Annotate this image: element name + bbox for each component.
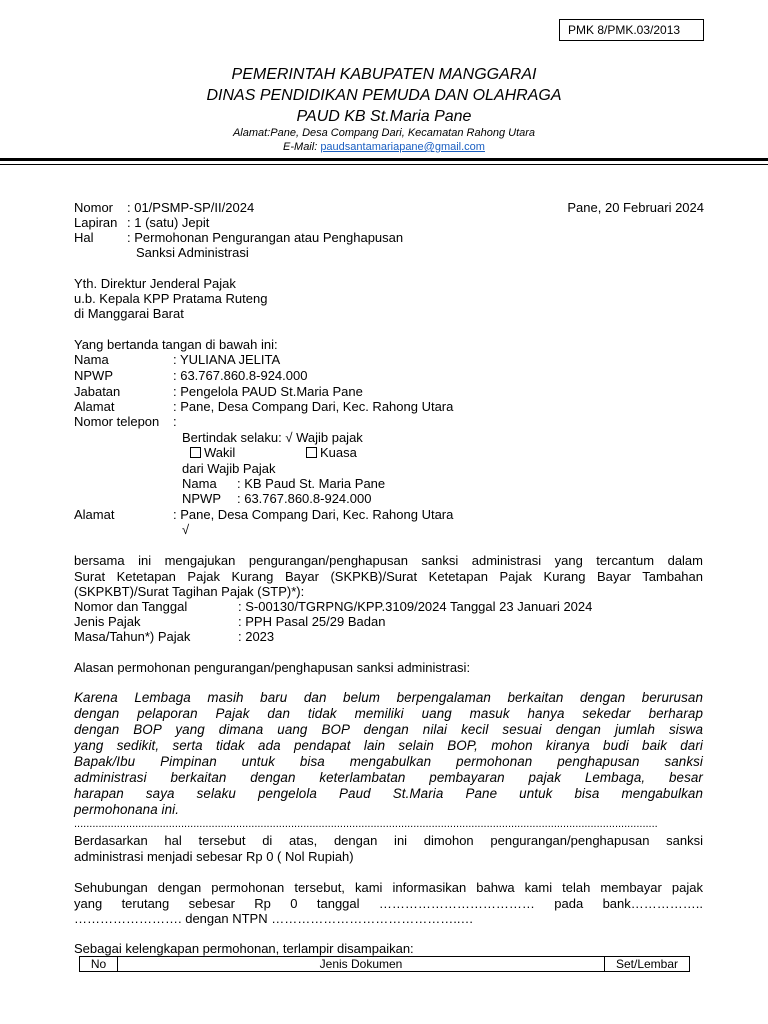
nomor-tanggal-label: Nomor dan Tanggal	[74, 599, 188, 614]
signer-jabatan-value: : Pengelola PAUD St.Maria Pane	[173, 384, 363, 399]
letterhead-department: DINAS PENDIDIKAN PEMUDA DAN OLAHRAGA	[206, 87, 562, 104]
signer-alamat-label: Alamat	[74, 399, 115, 414]
signer-alamat-value: : Pane, Desa Compang Dari, Kec. Rahong Utara	[173, 399, 454, 414]
nomor-value: : 01/PSMP-SP/II/2024	[127, 200, 255, 215]
jenis-pajak-value: : PPH Pasal 25/29 Badan	[238, 614, 386, 629]
column-header-set-lembar: Set/Lembar	[605, 957, 690, 972]
paragraph-2-line-2: administrasi menjadi sebesar Rp 0 ( Nol Rupiah)	[74, 849, 354, 864]
place-date: Pane, 20 Februari 2024	[567, 200, 704, 215]
signer-npwp-value: : 63.767.860.8-924.000	[173, 368, 308, 383]
hal-value: : Permohonan Pengurangan atau Penghapusan	[127, 230, 404, 245]
wp-nama-label: Nama	[182, 476, 217, 491]
email-label: E-Mail:	[283, 141, 321, 153]
paragraph-3-line-2: yang terutang sebesar Rp 0 tanggal ……………………………… pada bank……………..	[74, 896, 703, 911]
reason-line: Karena Lembaga masih baru dan belum berpengalaman berkaitan dengan berurusan	[74, 690, 703, 705]
signer-intro: Yang bertanda tangan di bawah ini:	[74, 337, 278, 352]
nomor-tanggal-value: : S-00130/TGRPNG/KPP.3109/2024 Tanggal 23 Januari 2024	[238, 599, 593, 614]
wakil-checkbox[interactable]	[190, 447, 201, 458]
letterhead-address: Alamat:Pane, Desa Compang Dari, Kecamatan Rahong Utara	[232, 127, 536, 139]
regulation-reference-box: PMK 8/PMK.03/2013	[559, 19, 704, 41]
reason-line: dengan BOP yang dimana uang BOP dengan nilai kecil sesuai dengan jumlah siswa	[74, 722, 703, 737]
email-link[interactable]: paudsantamariapane@gmail.com	[320, 141, 485, 153]
reason-last-line: permohonana ini.	[74, 802, 180, 817]
wp-nama-value: : KB Paud St. Maria Pane	[237, 476, 386, 491]
option-wakil[interactable]	[190, 445, 235, 460]
attachments-table	[79, 956, 690, 972]
signer-nama-value: : YULIANA JELITA	[173, 352, 281, 367]
recipient-line-3: di Manggarai Barat	[74, 306, 184, 321]
reason-line: harapan saya selaku pengelola Paud St.Maria Pane untuk bisa mengabulkan	[74, 786, 703, 801]
wp-alamat-value: : Pane, Desa Compang Dari, Kec. Rahong Utara	[173, 507, 454, 522]
lampiran-label: Lapiran	[74, 215, 118, 230]
letterhead-thin-rule	[0, 164, 768, 165]
column-header-jenis-dokumen: Jenis Dokumen	[118, 957, 605, 972]
wp-alamat-label: Alamat	[74, 507, 115, 522]
hal-label: Hal	[74, 230, 94, 245]
option-kuasa[interactable]	[306, 445, 357, 460]
recipient-line-1: Yth. Direktur Jenderal Pajak	[74, 276, 236, 291]
reason-line: dengan pelaporan Pajak dan tidak memiliki uang masuk hanya sekedar berharap	[74, 706, 703, 721]
wp-npwp-label: NPWP	[182, 491, 221, 506]
signer-telepon-value: :	[173, 414, 177, 429]
column-header-no: No	[80, 957, 118, 972]
dari-wajib-pajak: dari Wajib Pajak	[182, 461, 276, 476]
hal-value-continued: Sanksi Administrasi	[136, 245, 249, 260]
signer-nama-label: Nama	[74, 352, 109, 367]
reason-line: yang sedikit, serta tidak ada pendapat lain selain BOP, mohon kiranya budi baik dari	[74, 738, 703, 753]
jenis-pajak-label: Jenis Pajak	[74, 614, 141, 629]
dotted-line: ...............................................................................................................................................................................................	[74, 818, 658, 830]
paragraph-1-line-1: bersama ini mengajukan pengurangan/penghapusan sanksi administrasi yang tercantum dalam	[74, 553, 703, 568]
recipient-line-2: u.b. Kepala KPP Pratama Ruteng	[74, 291, 268, 306]
kuasa-checkbox[interactable]	[306, 447, 317, 458]
wakil-label: Wakil	[204, 445, 236, 460]
reason-line: Bapak/Ibu Pimpinan untuk bisa mengabulkan permohonan penghapusan sanksi	[74, 754, 703, 769]
table-header-row	[80, 957, 690, 972]
signer-telepon-label: Nomor telepon	[74, 414, 160, 429]
paragraph-2-line-1: Berdasarkan hal tersebut di atas, dengan ini dimohon pengurangan/penghapusan sanksi	[74, 833, 703, 848]
check-mark: √	[182, 522, 190, 537]
reason-line: administrasi berkaitan dengan keterlambatan pembayaran pajak Lembaga, besar	[74, 770, 703, 785]
nomor-label: Nomor	[74, 200, 114, 215]
masa-tahun-value: : 2023	[238, 629, 275, 644]
masa-tahun-label: Masa/Tahun*) Pajak	[74, 629, 191, 644]
wp-npwp-value: : 63.767.860.8-924.000	[237, 491, 372, 506]
reason-block	[74, 690, 703, 802]
kuasa-label: Kuasa	[320, 445, 357, 460]
paragraph-3-line-3: ……………………. dengan NTPN ……………………………………..…	[74, 911, 474, 926]
signer-npwp-label: NPWP	[74, 368, 113, 383]
lampiran-value: : 1 (satu) Jepit	[127, 215, 210, 230]
signer-jabatan-label: Jabatan	[74, 384, 121, 399]
acting-as-line: Bertindak selaku: √ Wajib pajak	[182, 430, 363, 445]
letterhead-thick-rule	[0, 158, 768, 161]
letterhead-government: PEMERINTAH KABUPATEN MANGGARAI	[231, 66, 537, 83]
paragraph-1-line-2: Surat Ketetapan Pajak Kurang Bayar (SKPKB)/Surat Ketetapan Pajak Kurang Bayar Tambahan	[74, 569, 703, 584]
letterhead-email-line	[0, 141, 768, 154]
paragraph-1-line-3: (SKPKBT)/Surat Tagihan Pajak (STP)*):	[74, 584, 305, 599]
alasan-intro: Alasan permohonan pengurangan/penghapusan sanksi administrasi:	[74, 660, 471, 675]
attachments-intro: Sebagai kelengkapan permohonan, terlampir disampaikan:	[74, 941, 414, 956]
paragraph-3-line-1: Sehubungan dengan permohonan tersebut, kami informasikan bahwa kami telah membayar pajak	[74, 880, 703, 895]
letterhead-institution: PAUD KB St.Maria Pane	[296, 108, 472, 125]
